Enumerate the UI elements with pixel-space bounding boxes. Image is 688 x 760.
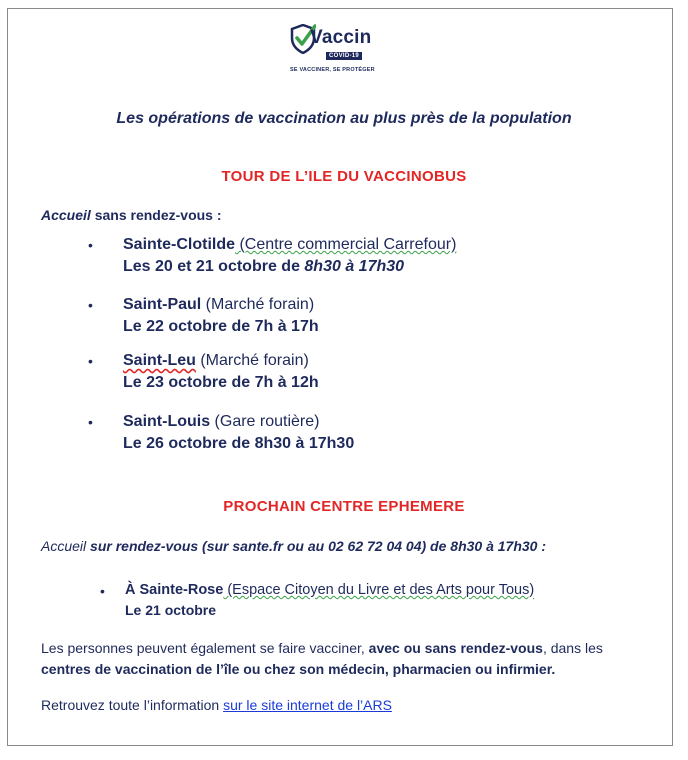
intro-accueil: Accueil <box>41 538 87 554</box>
page-title: Les opérations de vaccination au plus près de la population <box>116 110 572 127</box>
item-place-line <box>123 236 456 254</box>
item-detail: (Centre commercial Carrefour) <box>235 236 457 253</box>
item-when: Le 23 octobre de 7h à 12h <box>123 374 319 391</box>
intro-rest: sans rendez-vous : <box>90 207 222 223</box>
footer-info-line <box>41 697 392 713</box>
item-detail: (Marché forain) <box>201 296 315 313</box>
item-when <box>123 258 404 276</box>
bullet-icon: • <box>88 414 93 430</box>
item-place: Sainte-Clotilde <box>123 236 236 253</box>
item-detail: (Gare routière) <box>210 413 320 430</box>
intro-rest: sur rendez-vous (sur sante.fr ou au 02 62 72 04 04) de 8h30 à 17h30 : <box>86 538 547 554</box>
item-place-line <box>123 413 319 431</box>
item-when: Le 22 octobre de 7h à 17h <box>123 318 319 335</box>
footer-text-end: , dans les <box>542 640 603 656</box>
footer-text: Les personnes peuvent également se faire vacciner, <box>41 640 369 656</box>
ars-website-link[interactable]: sur le site internet de l’ARS <box>223 697 392 713</box>
item-detail: (Espace Citoyen du Livre et des Arts pour Tous) <box>223 582 535 598</box>
bullet-icon: • <box>88 237 93 253</box>
bullet-icon: • <box>88 353 93 369</box>
vaccin-covid-logo <box>290 22 380 82</box>
item-when-prefix: Les 20 et 21 octobre de <box>123 258 305 275</box>
bullet-icon: • <box>100 583 105 599</box>
footer-bold: avec ou sans rendez-vous <box>368 640 543 656</box>
logo-word: Vaccin <box>310 27 372 48</box>
logo-tagline: SE VACCINER, SE PROTÉGER <box>290 67 375 73</box>
intro-accueil: Accueil <box>41 207 91 223</box>
bullet-icon: • <box>88 297 93 313</box>
item-place: Saint-Paul <box>123 296 202 313</box>
item-when-time: 8h30 à 17h30 <box>304 258 405 275</box>
item-when: Le 26 octobre de 8h30 à 17h30 <box>123 435 355 452</box>
item-place-line <box>125 582 534 598</box>
item-when: Le 21 octobre <box>125 602 217 618</box>
item-detail: (Marché forain) <box>195 352 309 369</box>
logo-covid-badge: COVID-19 <box>326 52 362 60</box>
section-heading-centre-ephemere: PROCHAIN CENTRE EPHEMERE <box>223 498 465 515</box>
footer-info-text: Retrouvez toute l’information <box>41 697 224 713</box>
vaccinobus-intro <box>41 207 222 223</box>
item-place: Saint-Louis <box>123 413 211 430</box>
footer-paragraph-line2: centres de vaccination de l’île ou chez son médecin, pharmacien ou infirmier. <box>41 661 556 677</box>
footer-paragraph-line1 <box>41 640 603 656</box>
item-place: À Sainte-Rose <box>125 582 224 598</box>
section-heading-vaccinobus: TOUR DE L’ILE DU VACCINOBUS <box>221 168 467 185</box>
item-place: Saint-Leu <box>123 352 196 369</box>
centre-intro <box>41 538 546 554</box>
item-place-line <box>123 296 314 314</box>
item-place-line <box>123 352 309 370</box>
